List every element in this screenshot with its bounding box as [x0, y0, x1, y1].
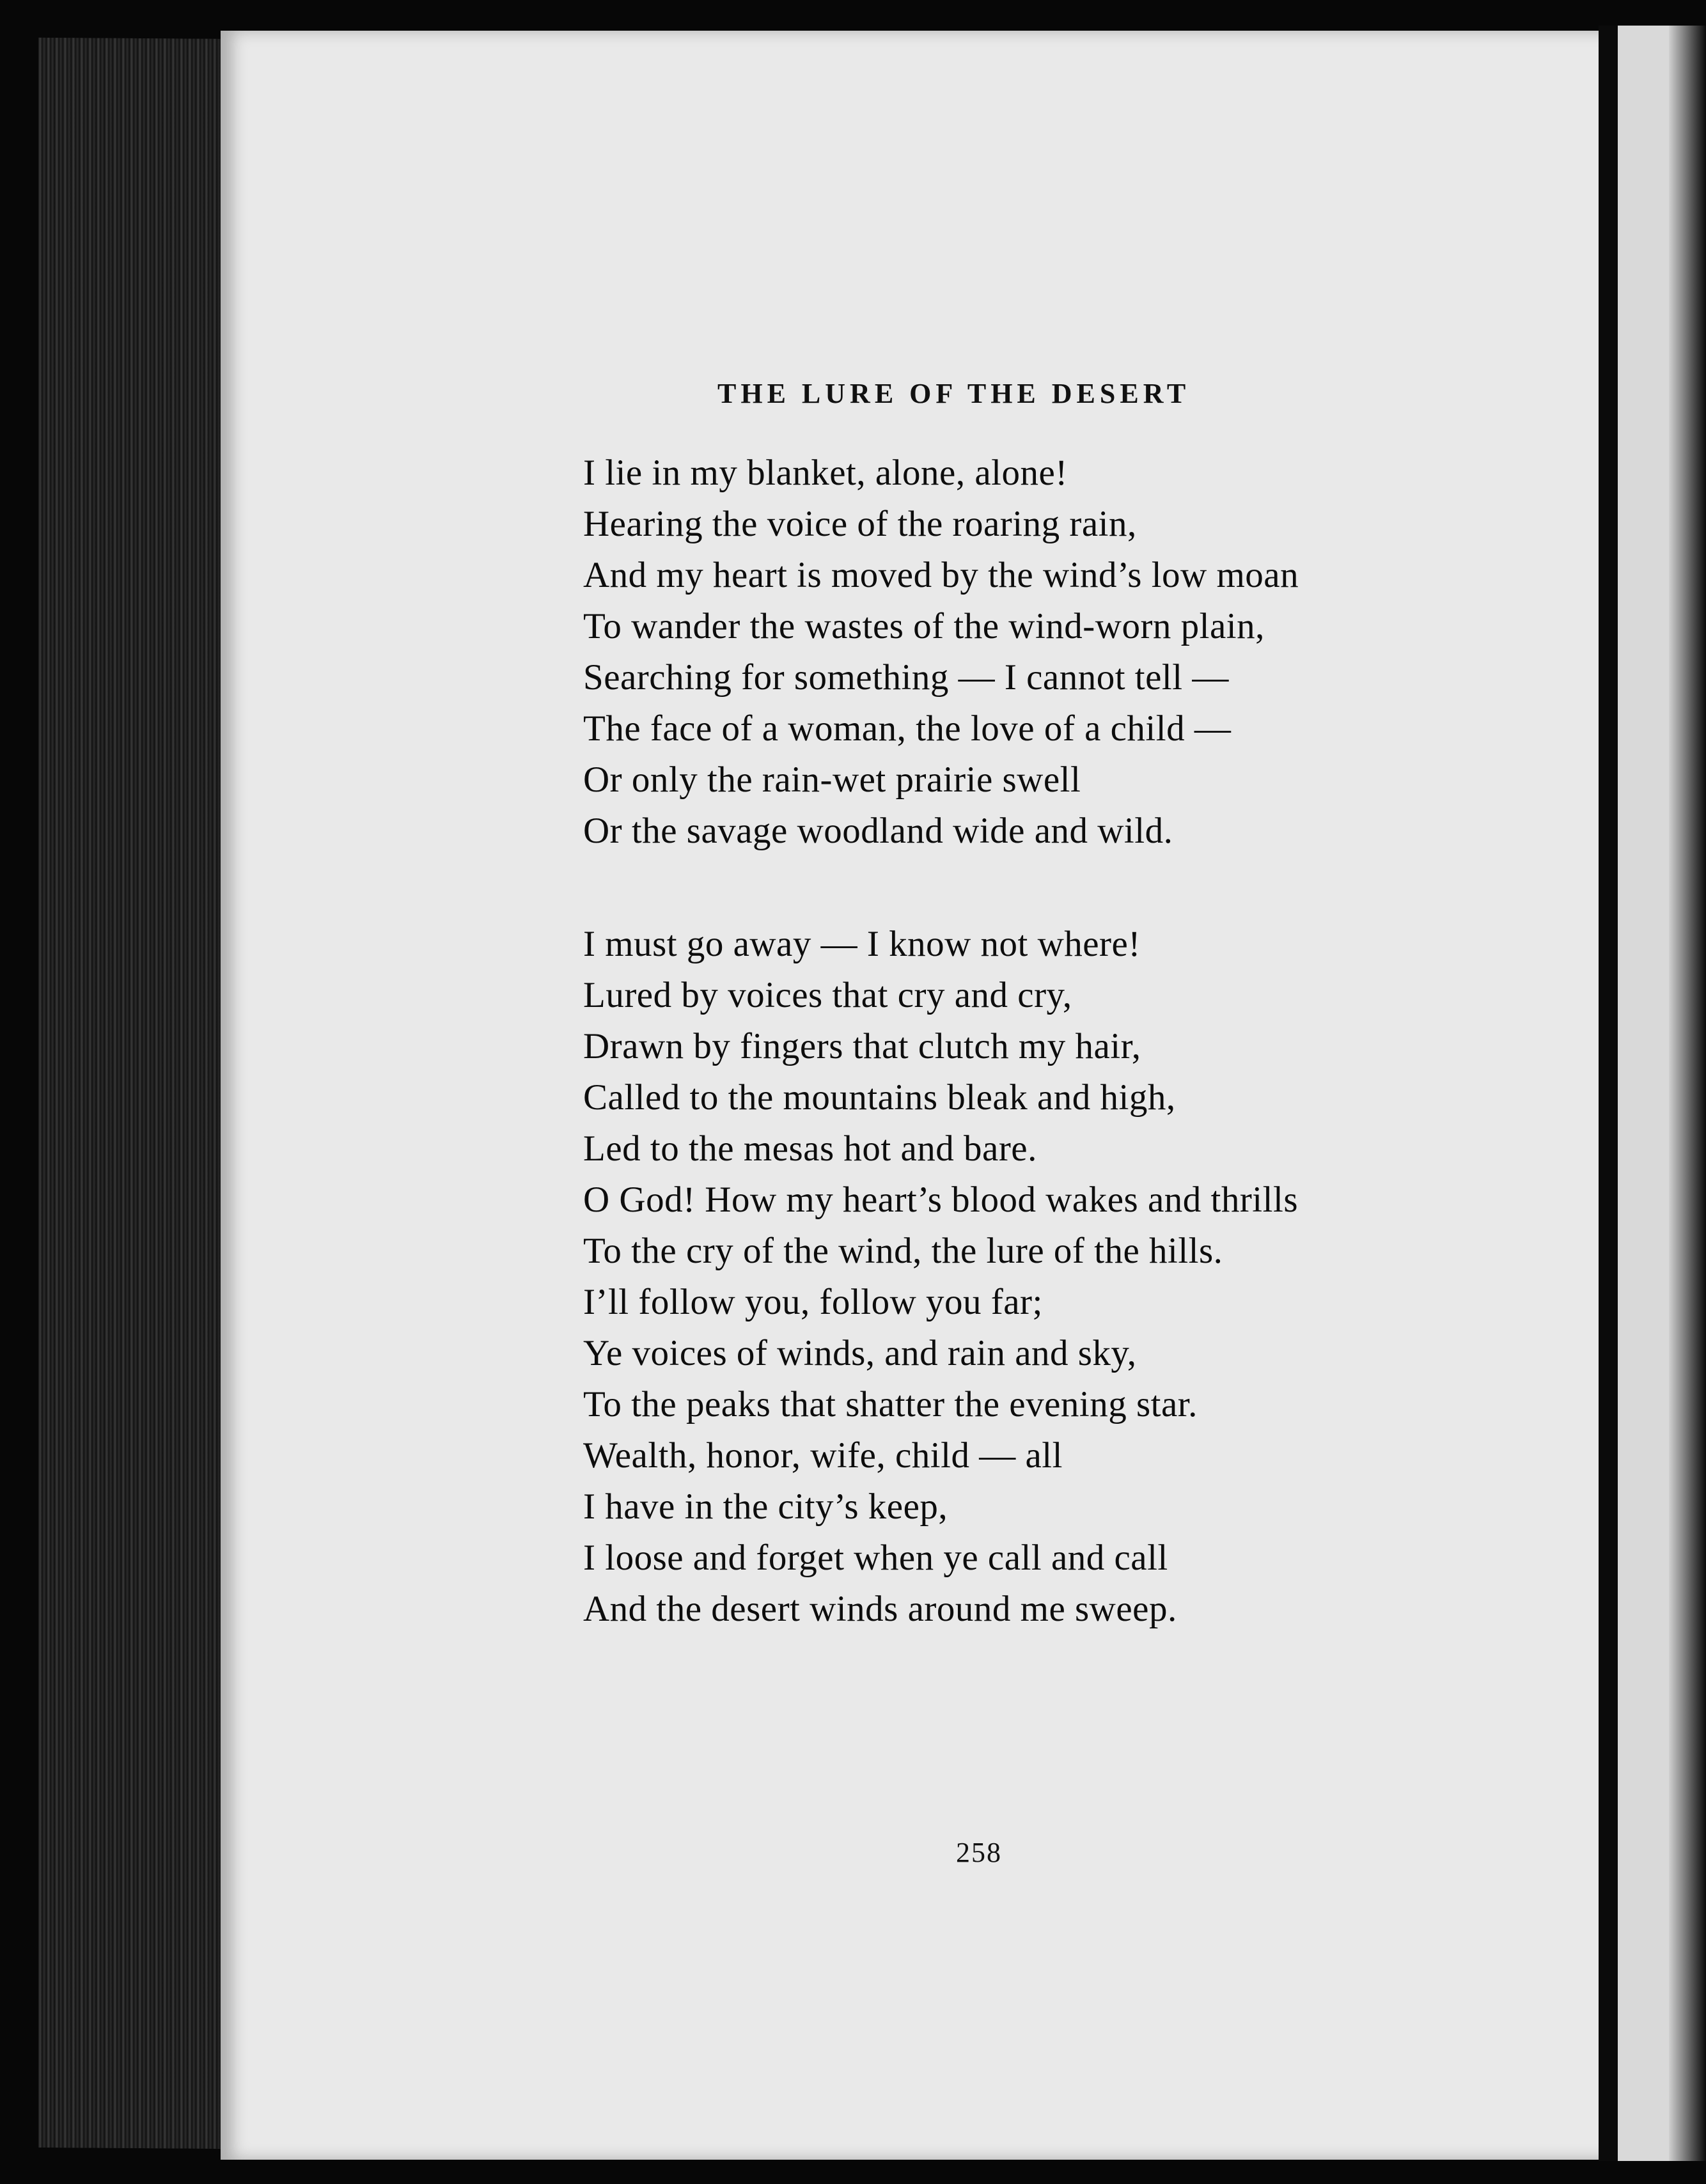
poem-line: Ye voices of winds, and rain and sky,: [583, 1333, 1137, 1373]
poem-line: And my heart is moved by the wind’s low moan: [583, 555, 1299, 595]
poem-line: Hearing the voice of the roaring rain,: [583, 504, 1137, 544]
poem-line: Lured by voices that cry and cry,: [583, 975, 1072, 1015]
stanza-1: [583, 448, 1299, 857]
poem-line: The face of a woman, the love of a child —: [583, 708, 1232, 749]
page-number: 258: [956, 1837, 1002, 1868]
stanza-2: [583, 919, 1298, 1635]
poem-line: To wander the wastes of the wind-worn plain,: [583, 606, 1265, 646]
poem-line: To the cry of the wind, the lure of the hills.: [583, 1231, 1223, 1271]
facing-page-shadow: [1669, 26, 1706, 2161]
poem-line: Or the savage woodland wide and wild.: [583, 811, 1173, 851]
poem-line: Led to the mesas hot and bare.: [583, 1128, 1037, 1169]
poem-line: To the peaks that shatter the evening star.: [583, 1384, 1198, 1424]
book-gutter: [1599, 26, 1618, 2161]
poem-line: I’ll follow you, follow you far;: [583, 1282, 1043, 1322]
poem-line: Drawn by fingers that clutch my hair,: [583, 1026, 1141, 1066]
poem-line: Searching for something — I cannot tell —: [583, 657, 1229, 698]
poem-line: Wealth, honor, wife, child — all: [583, 1435, 1063, 1476]
poem-line: I lie in my blanket, alone, alone!: [583, 453, 1068, 493]
poem-line: Called to the mountains bleak and high,: [583, 1077, 1176, 1118]
poem-line: I have in the city’s keep,: [583, 1486, 948, 1527]
poem-line: O God! How my heart’s blood wakes and thrills: [583, 1180, 1298, 1220]
poem-line: Or only the rain-wet prairie swell: [583, 760, 1081, 800]
poem-line: And the desert winds around me sweep.: [583, 1589, 1177, 1629]
poem-line: I loose and forget when ye call and call: [583, 1538, 1168, 1578]
poem-line: I must go away — I know not where!: [583, 924, 1141, 964]
poem-title: THE LURE OF THE DESERT: [717, 378, 1191, 409]
